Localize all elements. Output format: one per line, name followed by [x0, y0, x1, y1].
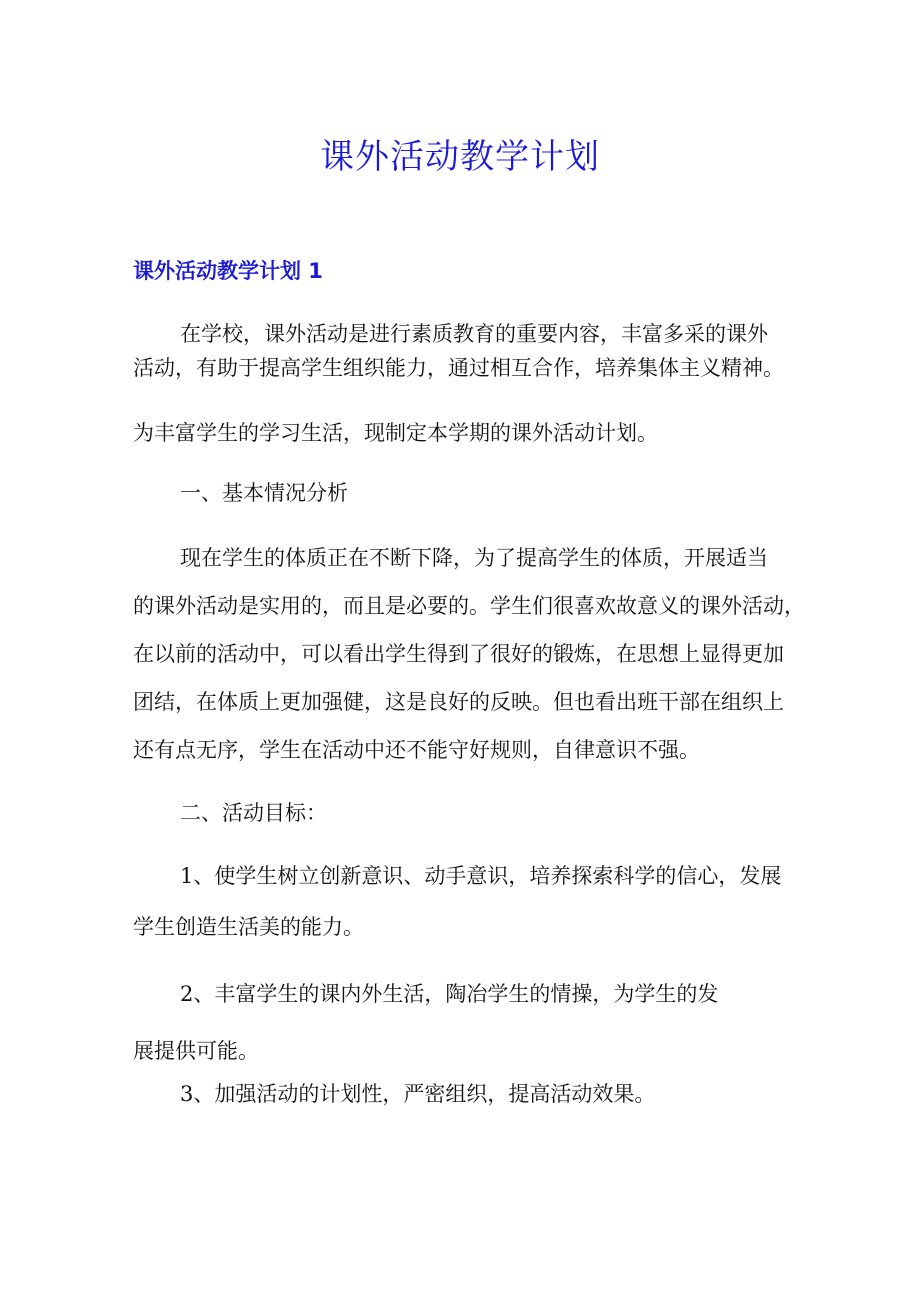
paragraph-line: 团结，在体质上更加强健，这是良好的反映。但也看出班干部在组织上 — [133, 690, 784, 714]
paragraph-line: 在以前的活动中，可以看出学生得到了很好的锻炼，在思想上显得更加 — [133, 642, 784, 666]
paragraph-line: 现在学生的体质正在不断下降，为了提高学生的体质，开展适当 — [180, 546, 768, 570]
goal-item: 1、使学生树立创新意识、动手意识，培养探索科学的信心，发展 — [180, 864, 782, 888]
goal-item-continued: 展提供可能。 — [133, 1039, 259, 1063]
paragraph-line: 还有点无序，学生在活动中还不能守好规则，自律意识不强。 — [133, 738, 700, 762]
goal-item-continued: 学生创造生活美的能力。 — [133, 915, 364, 939]
section-heading: 课外活动教学计划 1 — [133, 259, 323, 283]
paragraph-line: 活动，有助于提高学生组织能力，通过相互合作，培养集体主义精神。 — [133, 356, 784, 380]
paragraph-line: 在学校，课外活动是进行素质教育的重要内容，丰富多采的课外 — [180, 322, 768, 346]
goal-item: 2、丰富学生的课内外生活，陶冶学生的情操，为学生的发 — [180, 982, 719, 1006]
subheading-goals: 二、活动目标： — [180, 801, 327, 825]
paragraph-line: 为丰富学生的学习生活，现制定本学期的课外活动计划。 — [133, 421, 658, 445]
subheading-basic-analysis: 一、基本情况分析 — [180, 481, 348, 505]
document-title: 课外活动教学计划 — [320, 137, 600, 177]
goal-item: 3、加强活动的计划性，严密组织，提高活动效果。 — [180, 1082, 656, 1106]
paragraph-line: 的课外活动是实用的，而且是必要的。学生们很喜欢故意义的课外活动， — [133, 594, 805, 618]
